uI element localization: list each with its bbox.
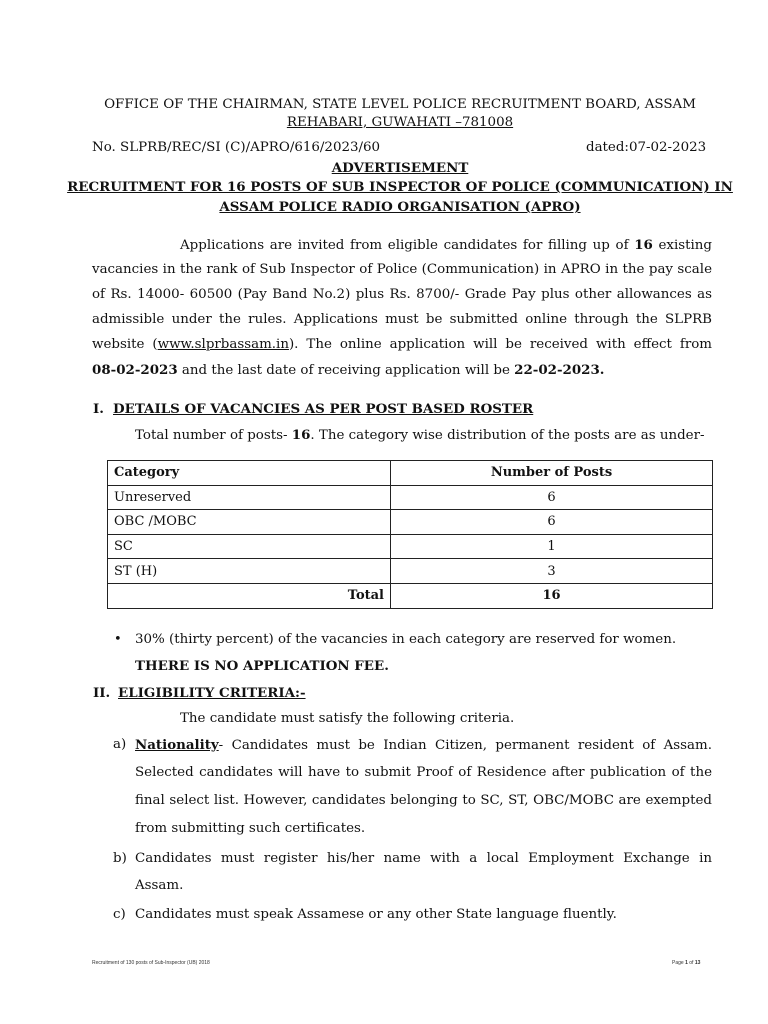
intro-text-1a: Applications are invited from eligible candidates for filling up of [180,238,635,253]
criteria-a-line1 [135,737,712,753]
recruitment-title-text2: ASSAM POLICE RADIO ORGANISATION (APRO) [219,199,581,215]
office-heading: OFFICE OF THE CHAIRMAN, STATE LEVEL POLICE RECRUITMENT BOARD, ASSAM [104,97,696,112]
recruitment-title-line1 [0,179,768,195]
website-link[interactable]: www.slprbassam.in [157,337,289,352]
footer-of-label: of [687,960,695,966]
intro-line-3: of Rs. 14000- 60500 (Pay Band No.2) plus Rs. 8700/- Grade Pay plus other allowances as [92,287,712,302]
table-row [108,510,713,535]
criteria-a-line3: final select list. However, candidates belonging to SC, ST, OBC/MOBC are exempted [135,793,712,808]
criteria-a-line2: Selected candidates will have to submit Proof of Residence after publication of the [135,765,712,780]
posts-cell: 3 [391,559,713,584]
criteria-a-text1: - Candidates must be Indian Citizen, permanent resident of Assam. [218,738,712,753]
criteria-intro: The candidate must satisfy the following criteria. [180,711,515,726]
criteria-b-marker: b) [113,851,127,866]
section1-number: I. [93,401,104,417]
intro-text-5b: ). The online application will be received with effect from [288,337,712,352]
criteria-a-line4: from submitting such certificates. [135,821,366,836]
criteria-c-marker: c) [113,907,126,922]
advertisement-text: ADVERTISEMENT [331,160,469,176]
footer-current-page: 1 [685,960,688,966]
total-value-cell: 16 [391,583,713,608]
table-total-row [108,583,713,608]
footer-page-label: Page [672,960,686,966]
total-label-cell: Total [108,583,391,608]
table-row [108,485,713,510]
footer-total-pages: 13 [694,960,701,966]
last-date: 22-02-2023. [514,362,605,378]
criteria-c-line1: Candidates must speak Assamese or any other State language fluently. [135,907,617,922]
posts-cell: 1 [391,534,713,559]
total-posts-text-a: Total number of posts- [135,428,292,443]
office-address [0,115,768,130]
intro-text-5a: website ( [92,337,158,352]
section2-title: ELIGIBILITY CRITERIA:- [118,685,306,701]
table-row [108,534,713,559]
posts-cell: 6 [391,510,713,535]
advertisement-heading [0,160,768,176]
category-cell: Unreserved [108,485,391,510]
total-posts-count: 16 [291,427,311,443]
bullet-icon: • [114,632,122,647]
recruitment-title-text1: RECRUITMENT FOR 16 POSTS OF SUB INSPECTOR OF POLICE (COMMUNICATION) IN [67,179,733,195]
intro-line-1 [180,237,712,253]
criteria-a-marker: a) [113,737,127,752]
header-category: Category [108,461,391,486]
category-cell: SC [108,534,391,559]
footer-page-number [672,960,700,966]
intro-text-1c: existing [652,238,712,253]
total-posts-text-c: . The category wise distribution of the posts are as under- [310,428,705,443]
table-header-row [108,461,713,486]
recruitment-title-line2 [0,199,768,215]
posts-cell: 6 [391,485,713,510]
category-cell: OBC /MOBC [108,510,391,535]
intro-line-6 [92,362,604,378]
header-number-of-posts: Number of Posts [391,461,713,486]
nationality-label: Nationality [135,737,219,753]
intro-post-count: 16 [634,237,653,253]
office-address-text: REHABARI, GUWAHATI –781008 [286,115,514,130]
intro-line-4: admissible under the rules. Applications must be submitted online through the SLPRB [92,312,712,327]
total-posts-line [135,427,705,443]
category-cell: ST (H) [108,559,391,584]
start-date: 08-02-2023 [92,362,178,378]
no-fee-note: THERE IS NO APPLICATION FEE. [135,658,389,674]
footer-left-text: Recruitment of 130 posts of Sub-Inspector (UB) 2018 [92,960,210,966]
reference-number: No. SLPRB/REC/SI (C)/APRO/616/2023/60 [92,140,381,155]
table-row [108,559,713,584]
date-line: dated:07-02-2023 [586,140,707,155]
intro-line-5 [92,337,712,352]
women-reservation-note: 30% (thirty percent) of the vacancies in each category are reserved for women. [135,632,677,647]
criteria-b-line2: Assam. [135,878,184,893]
intro-line-2: vacancies in the rank of Sub Inspector of Police (Communication) in APRO in the pay scale [92,262,712,277]
intro-text-6mid: and the last date of receiving application will be [177,363,515,378]
section1-title: DETAILS OF VACANCIES AS PER POST BASED ROSTER [113,401,534,417]
vacancy-table [107,460,713,609]
section2-number: II. [93,685,111,701]
criteria-b-line1: Candidates must register his/her name with a local Employment Exchange in [135,851,712,866]
